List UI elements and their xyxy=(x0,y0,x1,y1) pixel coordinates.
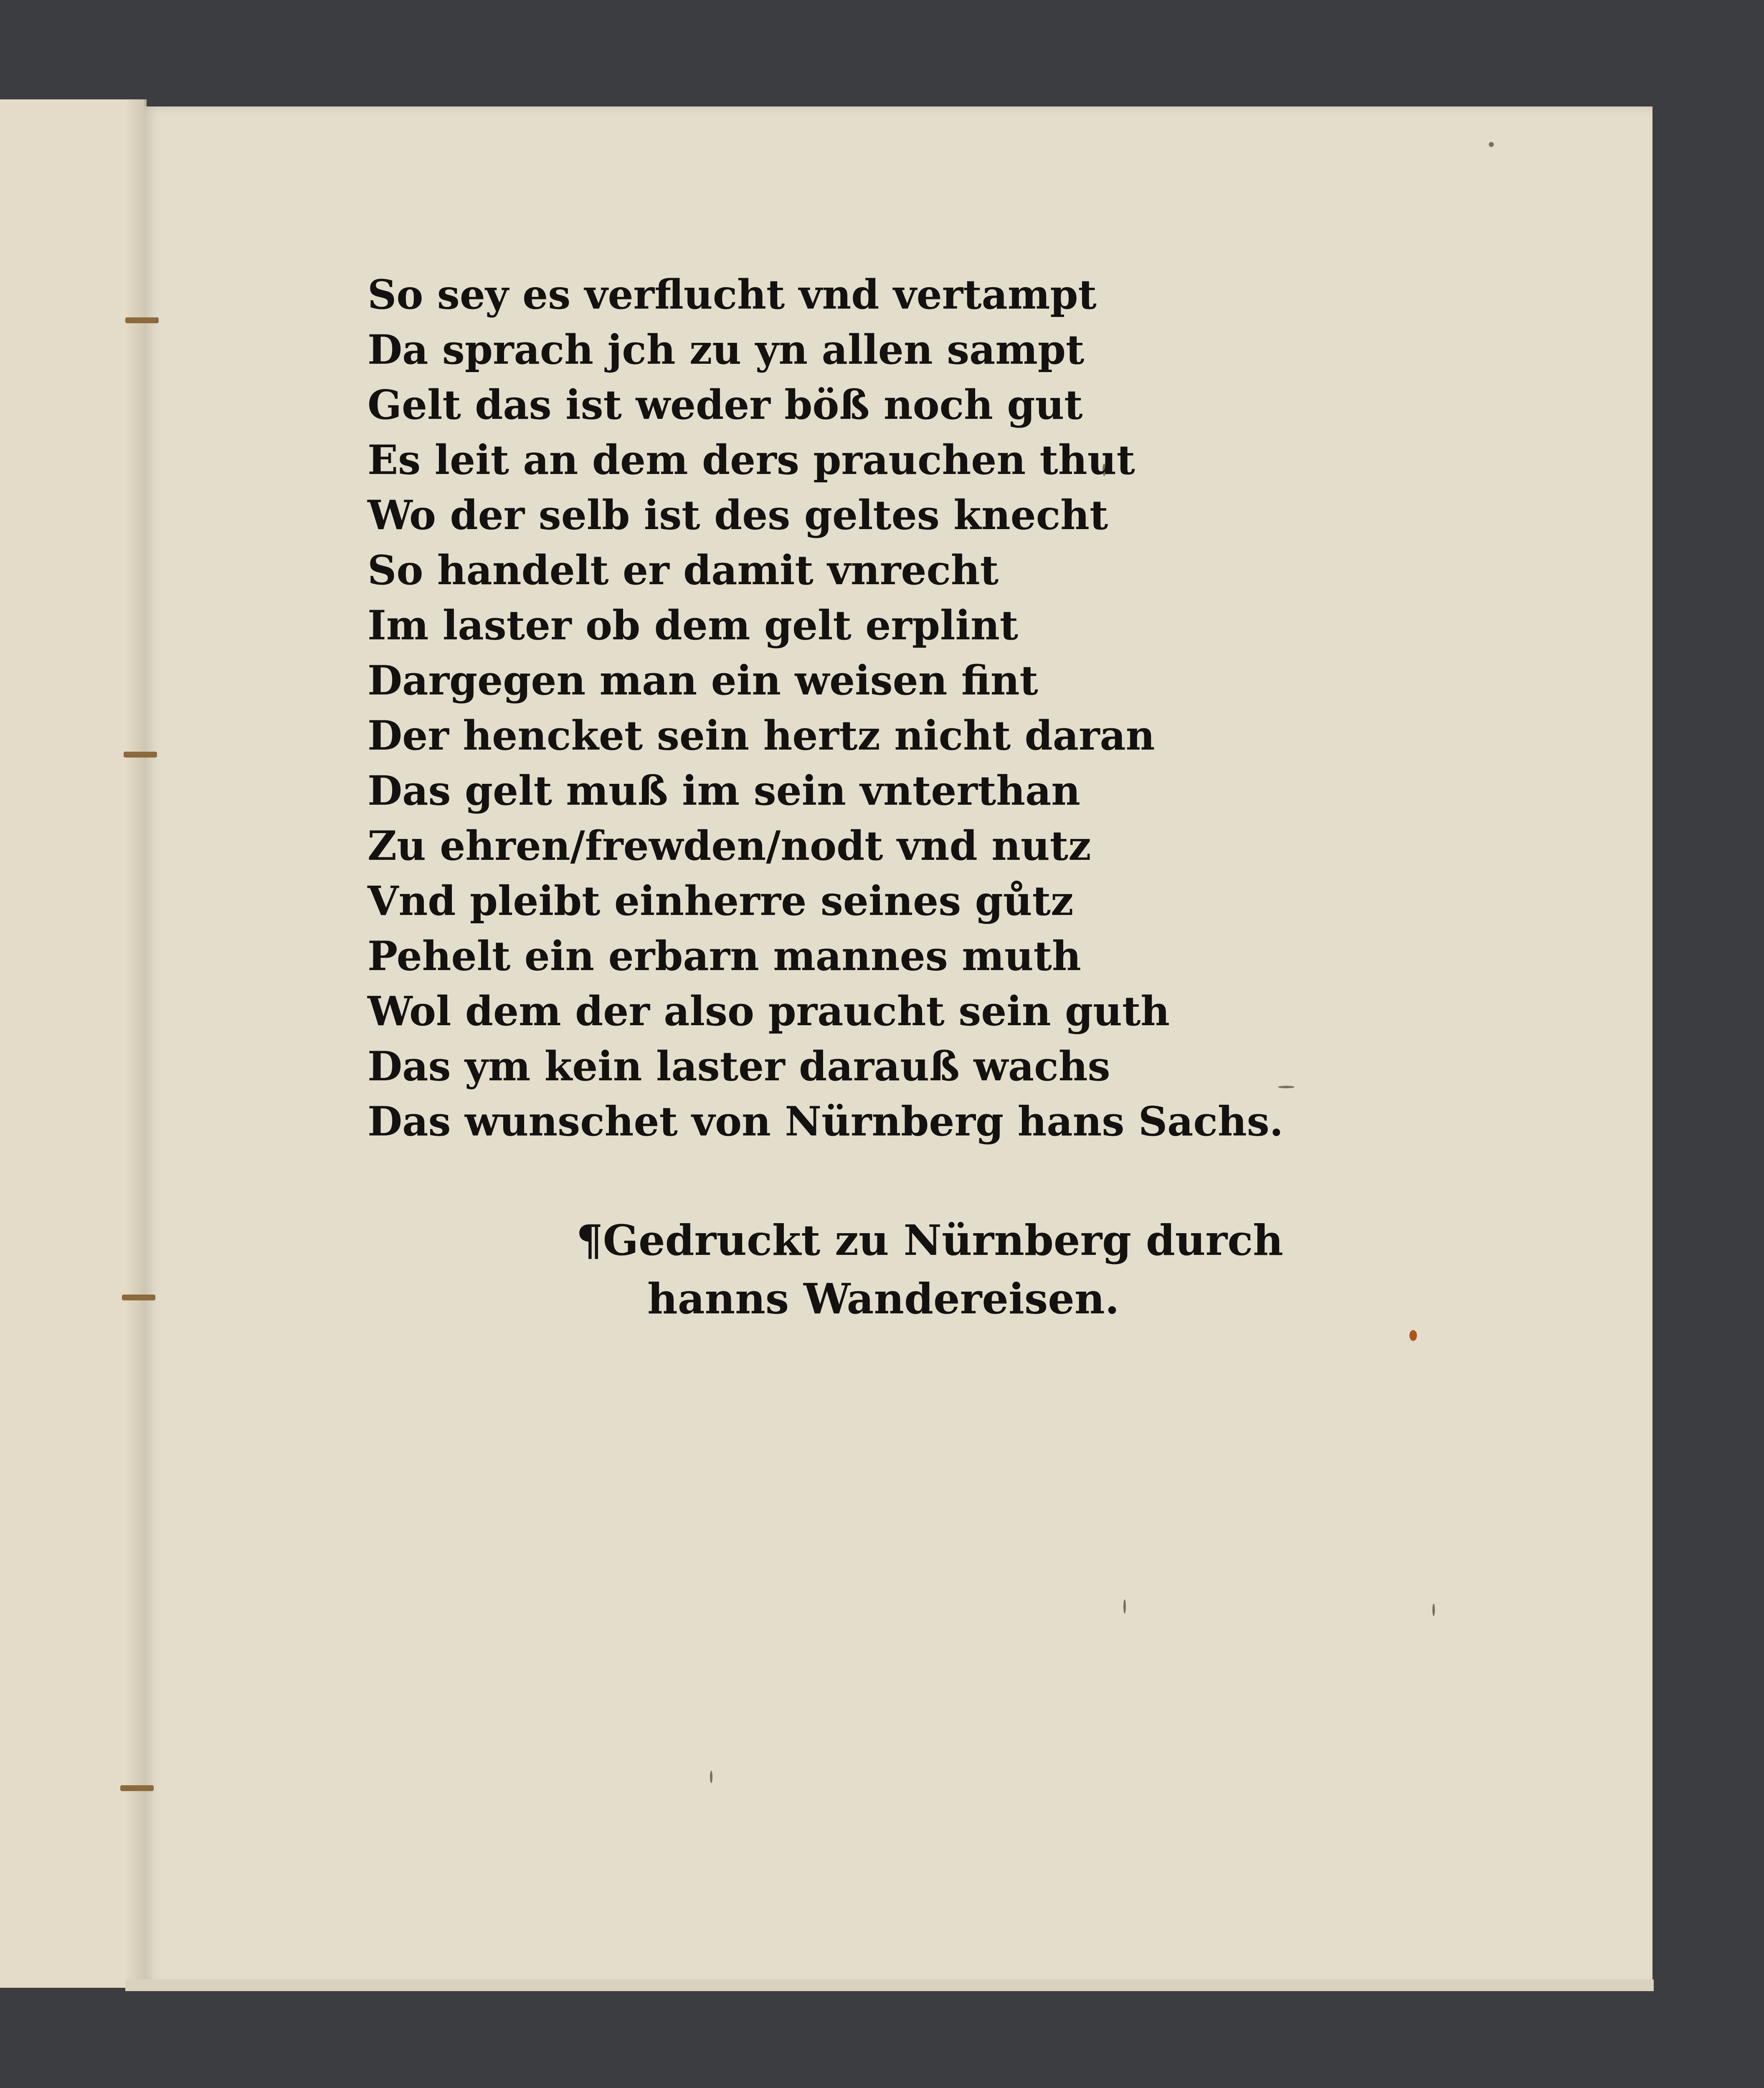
poem-line: Zu ehren/frewden/nodt vnd nutz xyxy=(368,822,1091,869)
binding-stitch xyxy=(124,752,157,758)
poem-line: Das ym kein laster darauß wachs xyxy=(368,1043,1110,1090)
paper-stain xyxy=(1409,1330,1417,1341)
colophon-line-printer: ¶Gedruckt zu Nürnberg durch xyxy=(576,1216,1283,1265)
binding-stitch xyxy=(125,317,159,323)
poem-line: Wo der selb ist des geltes knecht xyxy=(368,492,1108,539)
poem-line: Das wunschet von Nürnberg hans Sachs. xyxy=(368,1098,1284,1145)
paper-speck xyxy=(710,1771,712,1783)
poem-line: Wol dem der also praucht sein guth xyxy=(368,988,1170,1035)
page-bottom-edge xyxy=(125,1979,1654,1991)
binding-stitch xyxy=(122,1295,155,1300)
poem-line: Dargegen man ein weisen fint xyxy=(368,657,1038,704)
colophon-line-name: hanns Wandereisen. xyxy=(647,1274,1120,1323)
binding-stitch xyxy=(120,1785,154,1791)
poem-line: Gelt das ist weder böß noch gut xyxy=(368,381,1083,428)
colophon xyxy=(576,1211,1283,1328)
paper-speck xyxy=(1432,1604,1435,1616)
poem-line: Im laster ob dem gelt erplint xyxy=(368,602,1019,649)
poem-line: So handelt er damit vnrecht xyxy=(368,547,999,594)
poem-line: Es leit an dem ders prauchen thut xyxy=(368,436,1135,484)
poem-line: Pehelt ein erbarn mannes muth xyxy=(368,933,1081,980)
poem-line: Vnd pleibt einherre seines gůtz xyxy=(368,877,1074,925)
poem-line: So sey es verflucht vnd vertampt xyxy=(368,271,1097,318)
poem-line: Da sprach jch zu yn allen sampt xyxy=(368,326,1085,373)
paper-speck xyxy=(1123,1599,1126,1614)
paper-speck xyxy=(1489,142,1494,147)
poem-line: Der hencket sein hertz nicht daran xyxy=(368,712,1155,759)
facing-page-edge xyxy=(0,99,147,1988)
poem-text xyxy=(368,267,1412,1149)
poem-line: Das gelt muß im sein vnterthan xyxy=(368,767,1081,814)
